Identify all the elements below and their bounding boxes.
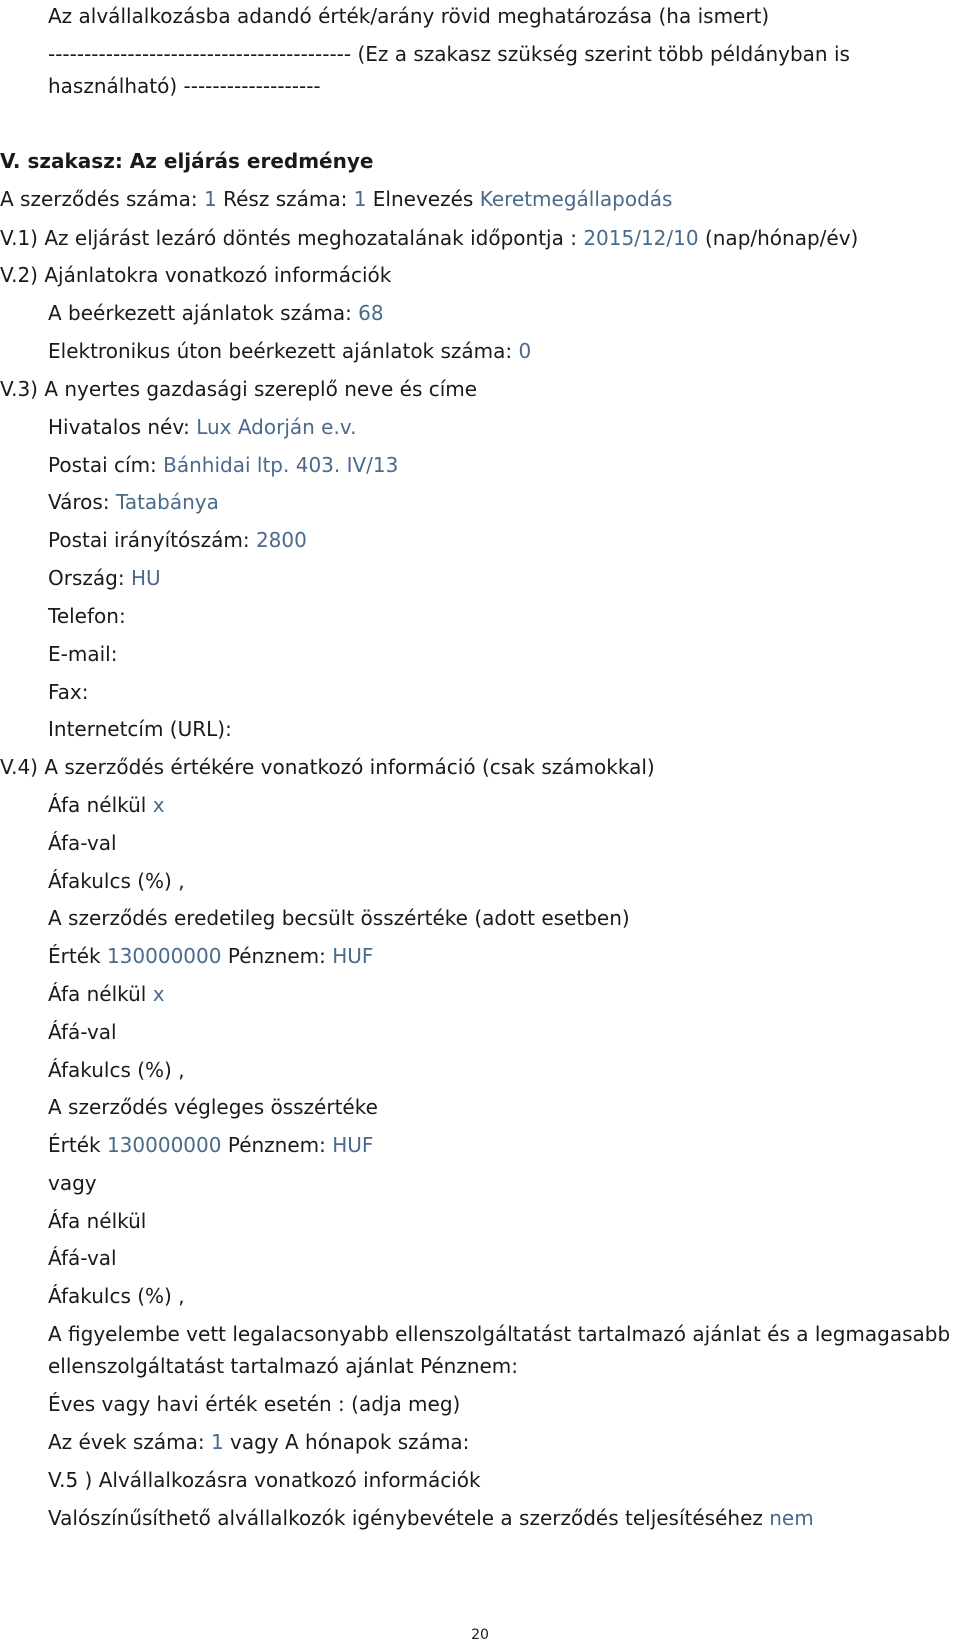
- v4-vat-incl-3: Áfá-val: [48, 1246, 117, 1270]
- v3-postcode: [48, 527, 307, 553]
- contract-no-value: 1: [204, 187, 217, 211]
- part-no-label: Rész száma:: [223, 187, 348, 211]
- v4-vat-incl-1: Áfa-val: [48, 831, 117, 855]
- postcode-value: 2800: [255, 528, 307, 552]
- page-number: 20: [471, 1627, 489, 1643]
- months-label: vagy A hónapok száma:: [230, 1430, 470, 1454]
- postcode-label: Postai irányítószám:: [48, 528, 250, 552]
- postal-address-value: Bánhidai ltp. 403. IV/13: [163, 453, 399, 477]
- name-value: Keretmegállapodás: [479, 187, 673, 211]
- currency-value: HUF: [332, 944, 374, 968]
- v3-fax-label: Fax:: [48, 680, 89, 704]
- v4-vat-excl-2: [48, 981, 165, 1007]
- v3-city: [48, 489, 219, 515]
- v3-official-name: [48, 414, 356, 440]
- v4-heading: V.4) A szerződés értékére vonatkozó információ (csak számokkal): [0, 755, 655, 779]
- likely-value: nem: [769, 1506, 814, 1530]
- v3-country: [48, 565, 161, 591]
- currency-value: HUF: [332, 1133, 374, 1157]
- v2-heading: V.2) Ajánlatokra vonatkozó információk: [0, 263, 392, 287]
- value-amount: 130000000: [106, 944, 222, 968]
- vat-excl-label: Áfa nélkül: [48, 982, 147, 1006]
- name-label: Elnevezés: [372, 187, 474, 211]
- v4-vat-excl-1: [48, 792, 165, 818]
- v2-received: [48, 300, 384, 326]
- v4-vat-rate-3: Áfakulcs (%) ,: [48, 1284, 185, 1308]
- v3-email-label: E-mail:: [48, 642, 118, 666]
- v4-annual-monthly: Éves vagy havi érték esetén : (adja meg): [48, 1392, 461, 1416]
- v4-vat-excl-3: Áfa nélkül: [48, 1209, 147, 1233]
- currency-label: Pénznem:: [227, 1133, 326, 1157]
- v1-label: V.1) Az eljárást lezáró döntés meghozatalának időpontja :: [0, 226, 577, 250]
- intro-line-1: Az alvállalkozásba adandó érték/arány rövid meghatározása (ha ismert): [48, 4, 770, 28]
- v4-estimated-heading: A szerződés eredetileg becsült összértéke (adott esetben): [48, 906, 630, 930]
- v3-url-label: Internetcím (URL):: [48, 717, 232, 741]
- v3-postal-address: [48, 452, 398, 478]
- v2-electronic: [48, 338, 531, 364]
- currency-label: Pénznem:: [227, 944, 326, 968]
- v4-lowest-highest-2: ellenszolgáltatást tartalmazó ajánlat Pénznem:: [48, 1354, 519, 1378]
- vat-excl-mark: x: [152, 982, 165, 1006]
- official-name-value: Lux Adorján e.v.: [196, 415, 357, 439]
- value-label: Érték: [48, 944, 101, 968]
- v5-heading: V.5 ) Alvállalkozásra vonatkozó információk: [48, 1468, 481, 1492]
- v4-final-value: [48, 1132, 373, 1158]
- v1-date: 2015/12/10: [583, 226, 699, 250]
- v3-heading: V.3) A nyertes gazdasági szereplő neve és címe: [0, 377, 478, 401]
- years-label: Az évek száma:: [48, 1430, 205, 1454]
- part-no-value: 1: [353, 187, 367, 211]
- v4-vat-incl-2: Áfá-val: [48, 1020, 117, 1044]
- city-label: Város:: [48, 490, 110, 514]
- contract-row: [0, 186, 672, 212]
- electronic-label: Elektronikus úton beérkezett ajánlatok száma:: [48, 339, 513, 363]
- v4-final-heading: A szerződés végleges összértéke: [48, 1095, 378, 1119]
- v1-decision-date: [0, 225, 858, 251]
- likely-label: Valószínűsíthető alvállalkozók igénybevétele a szerződés teljesítéséhez: [48, 1506, 763, 1530]
- v4-lowest-highest-1: A figyelembe vett legalacsonyabb ellenszolgáltatást tartalmazó ajánlat és a legmagasabb: [48, 1322, 951, 1346]
- country-label: Ország:: [48, 566, 125, 590]
- v5-likely-subcontractors: [48, 1505, 814, 1531]
- v3-phone-label: Telefon:: [48, 604, 126, 628]
- years-value: 1: [210, 1430, 224, 1454]
- contract-no-label: A szerződés száma:: [0, 187, 198, 211]
- section-v-heading: V. szakasz: Az eljárás eredménye: [0, 149, 374, 173]
- value-amount: 130000000: [106, 1133, 222, 1157]
- electronic-value: 0: [518, 339, 532, 363]
- v4-vat-rate-2: Áfakulcs (%) ,: [48, 1058, 185, 1082]
- city-value: Tatabánya: [115, 490, 219, 514]
- intro-line-2: ------------------------------------------ (Ez a szakasz szükség szerint több példányban is: [48, 42, 850, 66]
- official-name-label: Hivatalos név:: [48, 415, 190, 439]
- v1-unit: (nap/hónap/év): [704, 226, 859, 250]
- vat-excl-mark: x: [152, 793, 165, 817]
- value-label: Érték: [48, 1133, 101, 1157]
- vat-excl-label: Áfa nélkül: [48, 793, 147, 817]
- v4-or: vagy: [48, 1171, 97, 1195]
- country-value: HU: [130, 566, 161, 590]
- received-value: 68: [358, 301, 384, 325]
- intro-line-3: használható) -------------------: [48, 74, 321, 98]
- v4-estimated-value: [48, 943, 373, 969]
- received-label: A beérkezett ajánlatok száma:: [48, 301, 352, 325]
- postal-address-label: Postai cím:: [48, 453, 157, 477]
- v4-years-months: [48, 1429, 469, 1455]
- v4-vat-rate-1: Áfakulcs (%) ,: [48, 869, 185, 893]
